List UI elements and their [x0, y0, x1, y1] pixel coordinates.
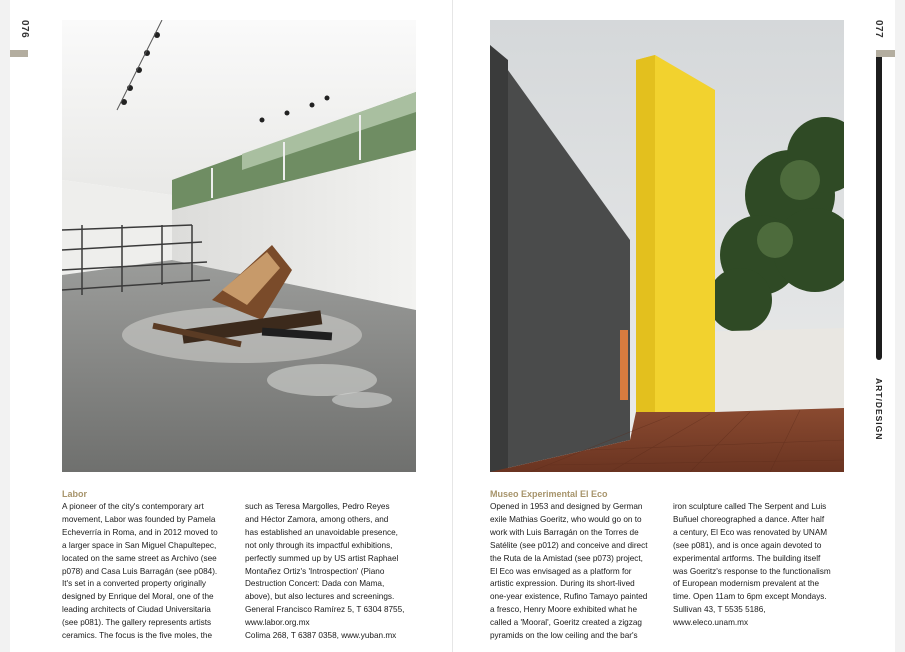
el-eco-article-line: Buñuel choreographed a dance. After half — [673, 514, 825, 524]
labor-article-line: and Héctor Zamora, among others, and — [245, 514, 389, 524]
labor-article-line: It's set in a converted property originally — [62, 579, 207, 589]
labor-article-line: a larger space in San Miguel Chapultepec, — [62, 540, 217, 550]
labor-gallery-photo — [62, 20, 416, 472]
el-eco-article-line: called a 'Mooral', Goeritz created a zigzag — [490, 618, 642, 628]
labor-article-line: perfectly summed up by US artist Raphael — [245, 553, 399, 563]
el-eco-article-line: the Ruta de la Amistad (see p073) project, — [490, 553, 643, 563]
el-eco-article-line: experimental artforms. The building itself — [673, 553, 821, 563]
labor-article-line: Montañez Ortiz's 'Introspection' (Piano — [245, 566, 385, 576]
labor-article-line: located on the same street as Archivo (see — [62, 553, 217, 563]
el-eco-article-line: www.eleco.unam.mx — [673, 618, 749, 628]
el-eco-article-line: exile Mathias Goeritz, who would go on to — [490, 514, 642, 524]
labor-article-column-1 — [62, 501, 232, 643]
labor-article-line: leading architects of Ciudad Universitaria — [62, 605, 211, 615]
labor-article-line: www.labor.org.mx — [245, 618, 310, 628]
el-eco-article-line: time. Open 11am to 6pm except Mondays. — [673, 592, 827, 602]
labor-article-line: Echeverría in Roma, and in 2012 moved to — [62, 527, 218, 537]
el-eco-article-line: artistic expression. During its short-lived — [490, 579, 635, 589]
el-eco-museum-photo — [490, 20, 844, 472]
right-page-tab — [876, 50, 895, 57]
labor-article-title: Labor — [62, 489, 88, 499]
el-eco-article-line: (see p081), and is once again devoted to — [673, 540, 822, 550]
labor-article-line: movement, Labor was founded by Pamela — [62, 514, 216, 524]
labor-article-line: such as Teresa Margolles, Pedro Reyes — [245, 502, 390, 511]
labor-article-line: Colima 268, T 6387 0358, www.yuban.mx — [245, 631, 397, 641]
el-eco-article-line: Satélite (see p012) and conceive and direct — [490, 540, 648, 550]
labor-article-line: p078) and Casa Luis Barragán (see p084). — [62, 566, 218, 576]
labor-article-line: A pioneer of the city's contemporary art — [62, 502, 204, 511]
labor-article-line: above), but also lectures and screenings. — [245, 592, 395, 602]
el-eco-article-line: Sullivan 43, T 5535 5186, — [673, 605, 766, 615]
labor-article-column-2 — [245, 501, 415, 643]
el-eco-article-line: a century, El Eco was renovated by UNAM — [673, 527, 828, 537]
section-label: ART/DESIGN — [874, 378, 884, 441]
labor-article-line: General Francisco Ramírez 5, T 6304 8755, — [245, 605, 405, 615]
el-eco-article-line: iron sculpture called The Serpent and Luis — [673, 502, 827, 511]
book-spine — [452, 0, 453, 652]
labor-article-line: (see p081). The gallery represents artists — [62, 618, 212, 628]
el-eco-article-line: El Eco was envisaged as a platform for — [490, 566, 632, 576]
labor-article-line: Destruction Concert: Dada con Mama, — [245, 579, 385, 589]
el-eco-article-line: one-year existence, Rufino Tamayo painted — [490, 592, 648, 602]
left-page-number: 076 — [19, 20, 30, 39]
el-eco-article-line: a fresco, Henry Moore exhibited what he — [490, 605, 637, 615]
el-eco-article-line: pyramids on the low ceiling and the bar's — [490, 631, 638, 641]
el-eco-article-line: was Goeritz's response to the functionalism — [673, 566, 831, 576]
labor-article-line: ceramics. The focus is the five moles, the — [62, 631, 213, 641]
el-eco-article-line: work with Luis Barragán on the Torres de — [490, 527, 639, 537]
el-eco-article-column-1 — [490, 501, 660, 643]
el-eco-article-line: Opened in 1953 and designed by German — [490, 502, 643, 511]
labor-article-line: designed by Enrique del Moral, one of the — [62, 592, 214, 602]
right-page-number: 077 — [873, 20, 884, 39]
el-eco-article-line: of European modernism prevalent at the — [673, 579, 820, 589]
el-eco-article-column-2 — [673, 501, 843, 630]
section-indicator-bar — [876, 57, 882, 357]
el-eco-article-title: Museo Experimental El Eco — [490, 489, 608, 499]
labor-article-line: has established an unavoidable presence, — [245, 527, 398, 537]
left-page-tab — [10, 50, 28, 57]
labor-article-line: not only through its impactful exhibitions, — [245, 540, 393, 550]
